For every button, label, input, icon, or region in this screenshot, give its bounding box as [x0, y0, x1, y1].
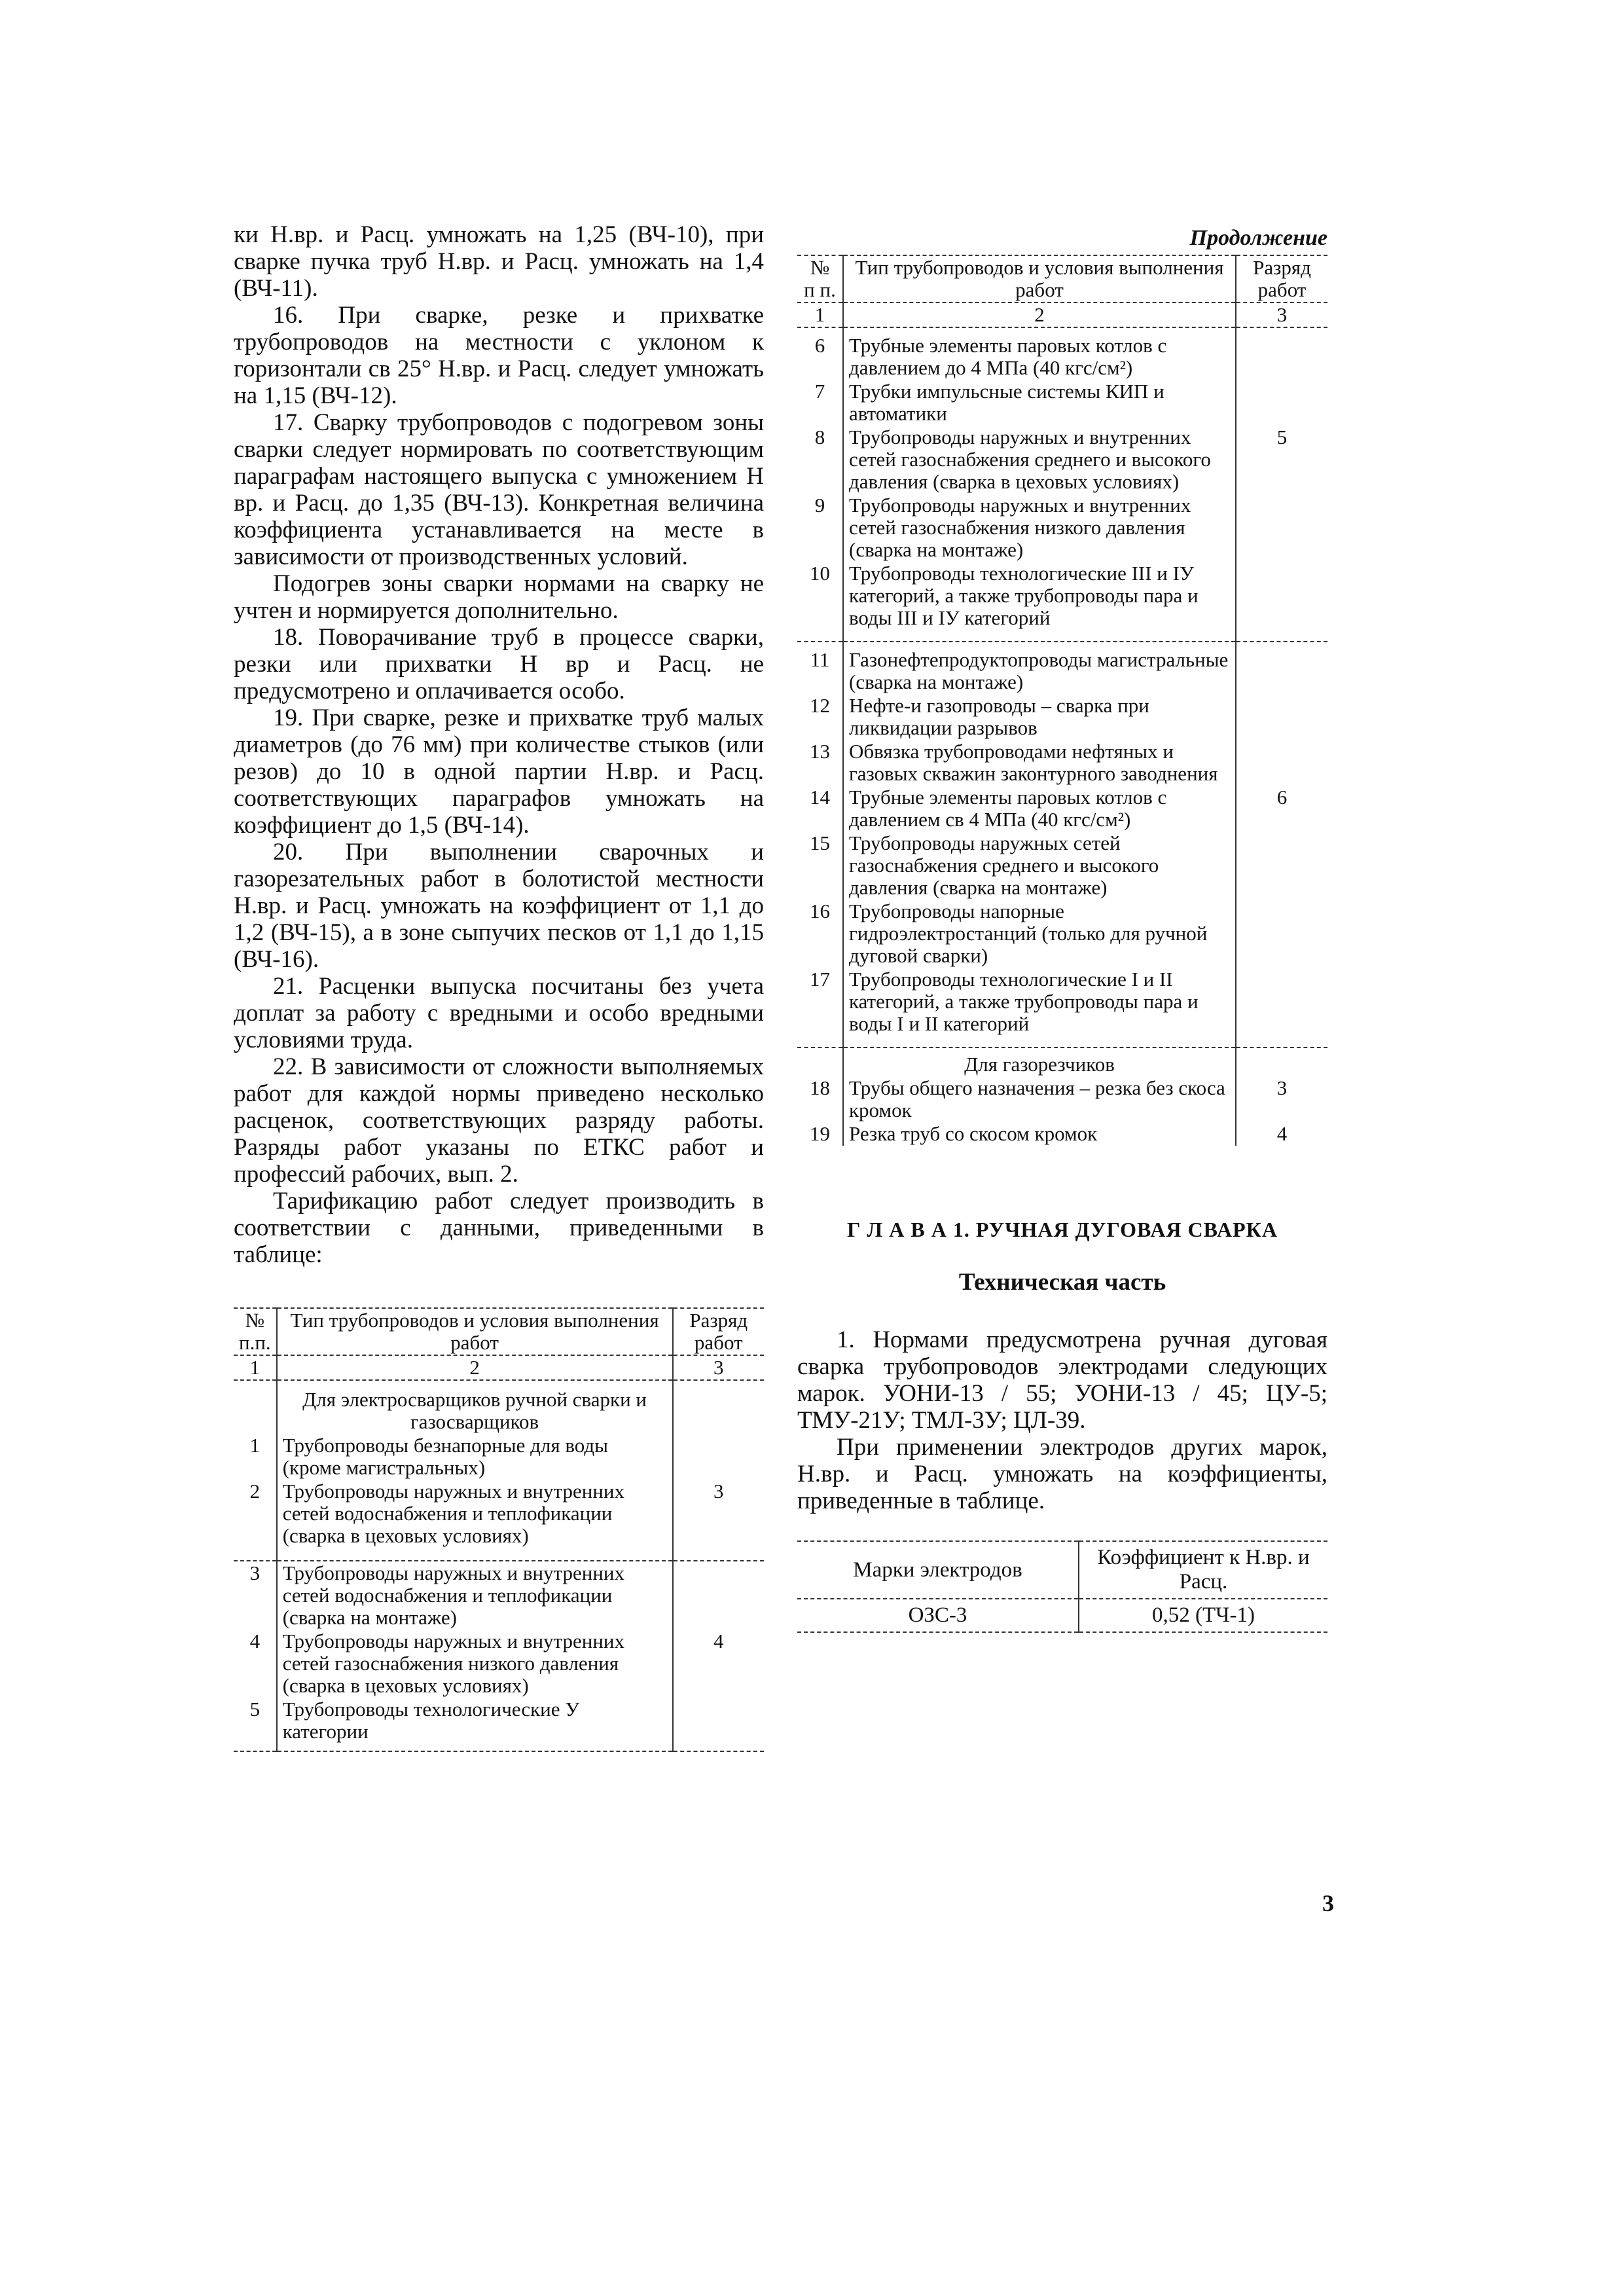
table-row [797, 380, 1327, 426]
row-grade [1236, 694, 1327, 740]
index-cell: 2 [277, 1355, 673, 1380]
index-cell: 3 [1236, 302, 1327, 327]
table-header-row [234, 1308, 764, 1355]
index-cell: 3 [673, 1355, 765, 1380]
continued-label: Продолжение [1189, 226, 1327, 250]
table-row [797, 968, 1327, 1048]
table-row [797, 1122, 1327, 1146]
table-row [797, 426, 1327, 494]
group-title-row [234, 1380, 764, 1434]
row-grade: 3 [1276, 1076, 1288, 1099]
table-row [797, 694, 1327, 740]
row-text: Трубопроводы технологические У категории [277, 1698, 673, 1751]
row-number: 1 [234, 1434, 277, 1480]
grade-table-part1 [234, 1307, 764, 1752]
row-number: 11 [797, 642, 843, 694]
header-type: Тип трубопроводов и условия выполнения работ [277, 1308, 673, 1355]
row-grade [673, 1434, 765, 1480]
header-coefficient: Коэффициент к Н.вр. и Расц. [1079, 1541, 1327, 1599]
row-text: Трубопроводы наружных и внутренних сетей газоснабжения среднего и высокого давления (сварка в цеховых условиях) [843, 426, 1236, 494]
header-number: № п п. [797, 255, 843, 302]
table-row [797, 1599, 1327, 1632]
row-number: 18 [797, 1076, 843, 1122]
row-grade: 6 [1276, 786, 1288, 809]
table-row [234, 1480, 764, 1561]
paragraph-22: 22. В зависимости от сложности выполняемых работ для каждой нормы приведено несколько расценок, соответствующих разряду работы. Разряды работ указаны по ЕТКС работ и профессий рабочих, вып. 2. [234, 1053, 764, 1188]
row-number: 7 [797, 380, 843, 426]
header-electrode-brand: Марки электродов [797, 1541, 1079, 1599]
page-number: 3 [1322, 1890, 1334, 1916]
header-number: № п.п. [234, 1308, 277, 1355]
row-grade: 3 [713, 1480, 724, 1503]
row-number: 9 [797, 494, 843, 562]
grade-table-part2 [797, 255, 1327, 1146]
header-grade: Разряд работ [673, 1308, 765, 1355]
group-title-row [797, 1048, 1327, 1076]
row-grade [1236, 831, 1327, 900]
row-grade: 4 [1276, 1122, 1288, 1145]
section-title: Техническая часть [958, 1269, 1166, 1296]
paragraph-continuation: ки Н.вр. и Расц. умножать на 1,25 (ВЧ-10), при сварке пучка труб Н.вр. и Расц. умножать на 1,4 (ВЧ-11). [234, 221, 764, 302]
table-header-row [797, 1541, 1327, 1599]
row-grade [1236, 642, 1327, 694]
row-text: Трубопроводы безнапорные для воды (кроме магистральных) [277, 1434, 673, 1480]
row-number: 16 [797, 900, 843, 968]
table-row [234, 1630, 764, 1698]
row-grade [1236, 968, 1327, 1048]
electrode-table [797, 1540, 1327, 1633]
group-title: Для электросварщиков ручной сварки и газосварщиков [277, 1380, 673, 1434]
row-text: Трубопроводы технологические I и II категорий, а также трубопроводы пара и воды I и II категорий [843, 968, 1236, 1048]
row-grade [1236, 562, 1327, 642]
row-number: 19 [797, 1122, 843, 1146]
gas-cutters-title: Для газорезчиков [843, 1048, 1236, 1076]
row-grade: 5 [1276, 426, 1288, 448]
row-grade [1236, 900, 1327, 968]
row-text: Газонефтепродуктопроводы магистральные (сварка на монтаже) [843, 642, 1236, 694]
row-number: 8 [797, 426, 843, 494]
row-grade: 4 [713, 1630, 724, 1652]
row-text: Нефте-и газопроводы – сварка при ликвидации разрывов [843, 694, 1236, 740]
table-row [234, 1698, 764, 1751]
row-grade [1236, 740, 1327, 786]
table-row [234, 1561, 764, 1630]
row-text: Трубные элементы паровых котлов с давлением св 4 МПа (40 кгс/см²) [843, 786, 1236, 831]
table-row [797, 642, 1327, 694]
table-index-row [234, 1355, 764, 1380]
paragraph-18: 18. Поворачивание труб в процессе сварки, резки или прихватки Н вр и Расц. не предусмотрено и оплачивается особо. [234, 624, 764, 704]
row-grade [1236, 380, 1327, 426]
header-grade: Разряд работ [1236, 255, 1327, 302]
row-number: 17 [797, 968, 843, 1048]
index-cell: 1 [797, 302, 843, 327]
electrode-coefficient: 0,52 (ТЧ-1) [1151, 1603, 1255, 1627]
row-number: 3 [234, 1561, 277, 1630]
paragraph-other-electrodes: При применении электродов других марок, Н.вр. и Расц. умножать на коэффициенты, приведенные в таблице. [797, 1434, 1327, 1514]
table-row [797, 786, 1327, 831]
row-number: 12 [797, 694, 843, 740]
row-text: Трубы общего назначения – резка без скоса кромок [843, 1076, 1236, 1122]
row-grade [1236, 327, 1327, 380]
table-row [797, 831, 1327, 900]
row-text: Трубопроводы наружных и внутренних сетей водоснабжения и теплофикации (сварка на монтаже) [277, 1561, 673, 1630]
row-text: Трубопроводы напорные гидроэлектростанций (только для ручной дуговой сварки) [843, 900, 1236, 968]
right-column [797, 226, 1327, 1633]
table-row [797, 562, 1327, 642]
electrode-brand: ОЗС-3 [797, 1599, 1079, 1632]
paragraph-21: 21. Расценки выпуска посчитаны без учета доплат за работу с вредными и особо вредными условиями труда. [234, 973, 764, 1053]
row-text: Трубопроводы наружных и внутренних сетей газоснабжения низкого давления (сварка на монтаже) [843, 494, 1236, 562]
table-row [797, 327, 1327, 380]
row-text: Трубки импульсные системы КИП и автоматики [843, 380, 1236, 426]
row-number: 4 [234, 1630, 277, 1698]
chapter-title: Г Л А В А 1. РУЧНАЯ ДУГОВАЯ СВАРКА [847, 1218, 1278, 1241]
row-grade [673, 1561, 765, 1630]
row-text: Трубопроводы технологические III и IУ категорий, а также трубопроводы пара и воды III и IУ категорий [843, 562, 1236, 642]
table-header-row [797, 255, 1327, 302]
index-cell: 1 [234, 1355, 277, 1380]
row-number: 15 [797, 831, 843, 900]
left-column [234, 221, 764, 1752]
table-row [797, 494, 1327, 562]
paragraph-tariff: Тарификацию работ следует производить в соответствии с данными, приведенными в таблице: [234, 1188, 764, 1268]
row-text: Трубопроводы наружных сетей газоснабжения среднего и высокого давления (сварка на монтаже) [843, 831, 1236, 900]
paragraph-electrodes: 1. Нормами предусмотрена ручная дуговая сварка трубопроводов электродами следующих марок. УОНИ-13 / 55; УОНИ-13 / 45; ЦУ-5; ТМУ-21У; ТМЛ-3У; ЦЛ-39. [797, 1326, 1327, 1434]
table-row [797, 740, 1327, 786]
row-text: Трубопроводы наружных и внутренних сетей водоснабжения и теплофикации (сварка в цеховых условиях) [277, 1480, 673, 1561]
table-index-row [797, 302, 1327, 327]
row-grade [673, 1698, 765, 1751]
paragraph-19: 19. При сварке, резке и прихватке труб малых диаметров (до 76 мм) при количестве стыков (или резов) до 10 в одной партии Н.вр. и Расц. соответствующих параграфов умножать на коэффициент до 1,5 (ВЧ-14). [234, 704, 764, 839]
row-number: 14 [797, 786, 843, 831]
table-row [797, 900, 1327, 968]
row-number: 13 [797, 740, 843, 786]
paragraph-20: 20. При выполнении сварочных и газорезательных работ в болотистой местности Н.вр. и Расц. умножать на коэффициент от 1,1 до 1,2 (ВЧ-15), а в зоне сыпучих песков от 1,1 до 1,15 (ВЧ-16). [234, 839, 764, 973]
row-number: 5 [234, 1698, 277, 1751]
table-row [797, 1076, 1327, 1122]
row-number: 10 [797, 562, 843, 642]
paragraph-16: 16. При сварке, резке и прихватке трубопроводов на местности с уклоном к горизонтали св 25° Н.вр. и Расц. следует умножать на 1,15 (ВЧ-12). [234, 302, 764, 409]
row-text: Трубопроводы наружных и внутренних сетей газоснабжения низкого давления (сварка в цеховых условиях) [277, 1630, 673, 1698]
index-cell: 2 [843, 302, 1236, 327]
header-type: Тип трубопроводов и условия выполнения работ [843, 255, 1236, 302]
table-row [234, 1434, 764, 1480]
row-number: 6 [797, 327, 843, 380]
row-grade [1236, 494, 1327, 562]
row-number: 2 [234, 1480, 277, 1561]
paragraph-17: 17. Сварку трубопроводов с подогревом зоны сварки следует нормировать по соответствующим параграфам настоящего выпуска с умножением Н вр. и Расц. до 1,35 (ВЧ-13). Конкретная величина коэффициента устанавливается на месте в зависимости от производственных условий. [234, 409, 764, 570]
row-text: Трубные элементы паровых котлов с давлением до 4 МПа (40 кгс/см²) [843, 327, 1236, 380]
paragraph-heating-note: Подогрев зоны сварки нормами на сварку не учтен и нормируется дополнительно. [234, 570, 764, 624]
row-text: Обвязка трубопроводами нефтяных и газовых скважин законтурного заводнения [843, 740, 1236, 786]
row-text: Резка труб со скосом кромок [843, 1122, 1236, 1146]
